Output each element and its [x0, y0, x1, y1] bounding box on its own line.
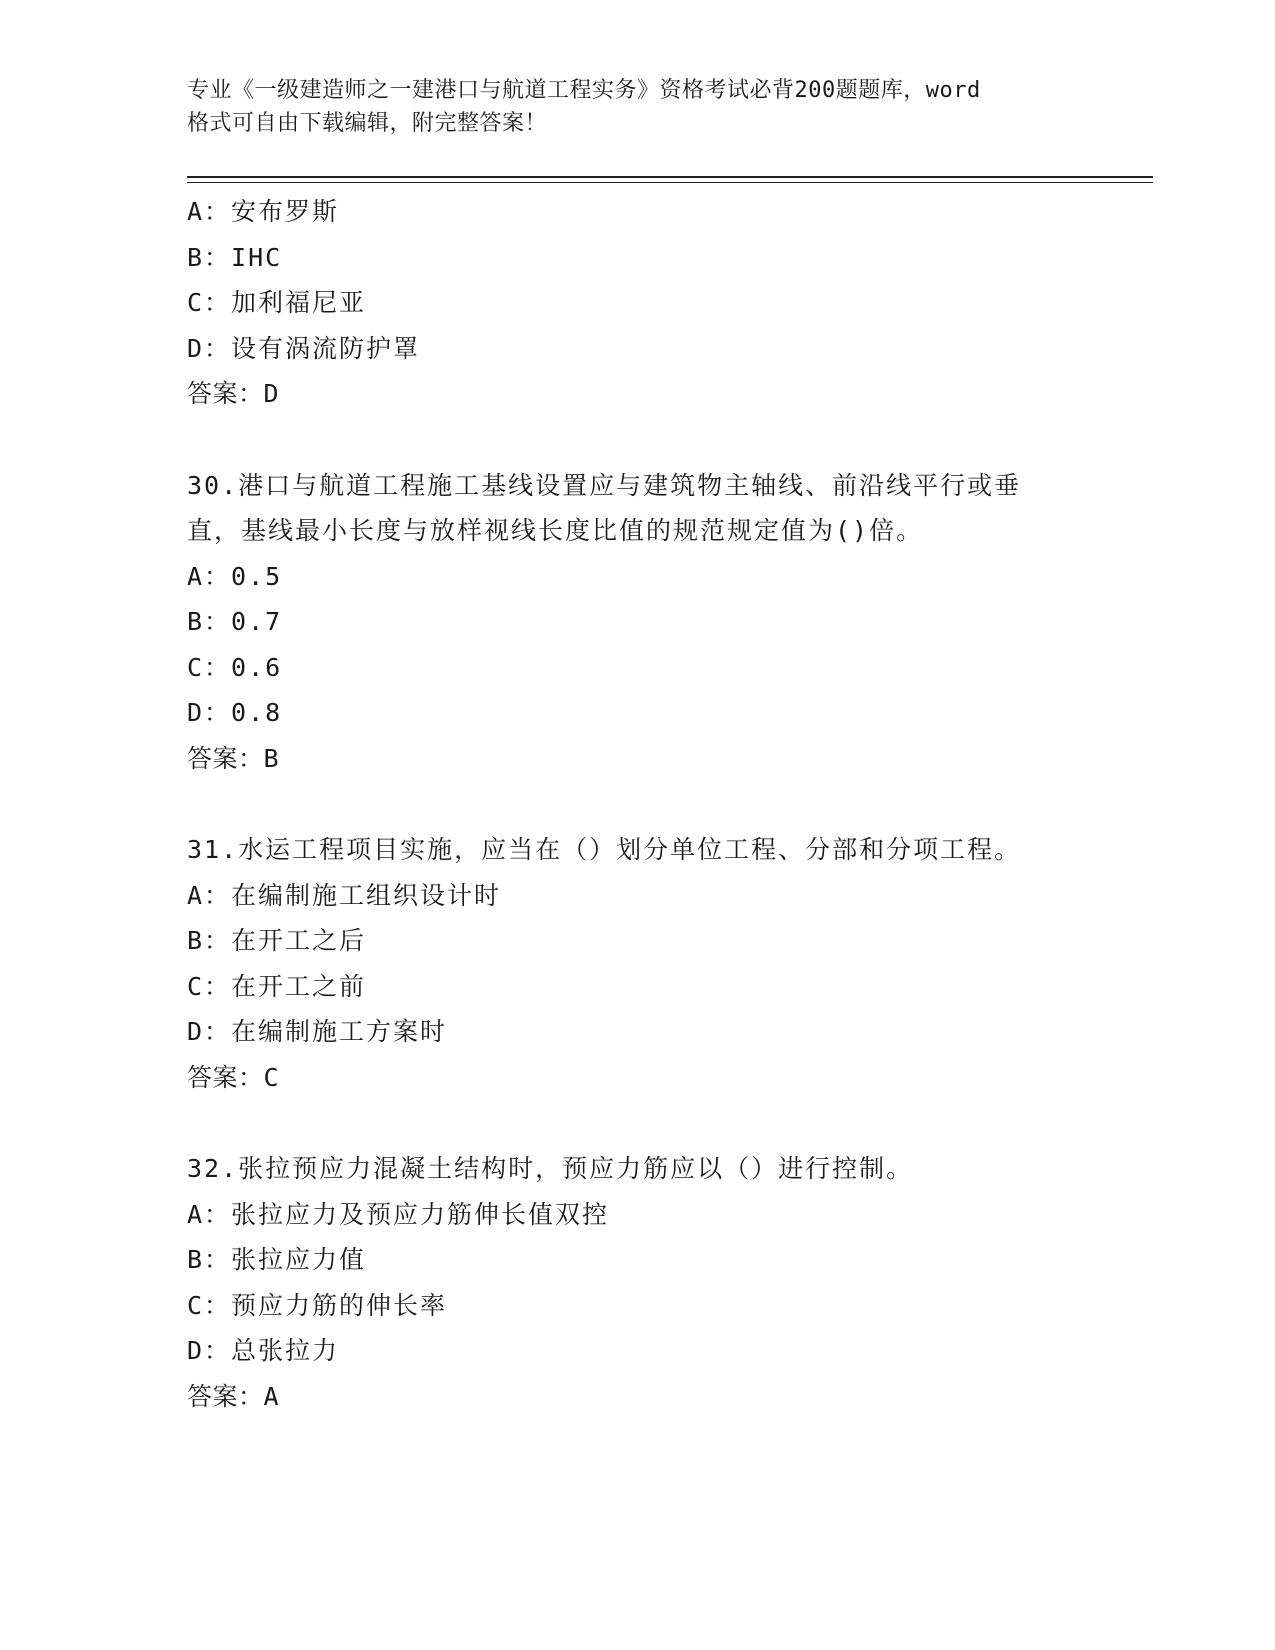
- option-b: B：0.7: [187, 607, 283, 636]
- option-b: B：IHC: [187, 242, 283, 272]
- document-header: [187, 74, 1087, 140]
- option-b: B：在开工之后: [187, 926, 367, 955]
- option-c: C：加利福尼亚: [187, 288, 367, 317]
- option-d: D：0.8: [187, 698, 283, 727]
- option-a: A：张拉应力及预应力筋伸长值双控: [187, 1199, 610, 1229]
- option-d: D：总张拉力: [187, 1336, 340, 1365]
- header-divider-thick: [187, 176, 1153, 178]
- question-32: [187, 1146, 1087, 1419]
- question-spacer: [187, 781, 1087, 827]
- question-spacer: [187, 1100, 1087, 1146]
- answer-label: 答案：D: [187, 379, 280, 408]
- option-a: A：0.5: [187, 561, 283, 591]
- option-d: D：设有涡流防护罩: [187, 333, 421, 363]
- question-list: [187, 189, 1087, 1419]
- question-31: [187, 827, 1087, 1100]
- header-line-2: 格式可自由下载编辑，附完整答案！: [187, 111, 548, 136]
- question-stem-line-1: 30.港口与航道工程施工基线设置应与建筑物主轴线、前沿线平行或垂: [187, 470, 1022, 500]
- option-c: C：预应力筋的伸长率: [187, 1290, 448, 1320]
- option-c: C：0.6: [187, 652, 283, 682]
- option-d: D：在编制施工方案时: [187, 1017, 448, 1046]
- question-stem: 31.水运工程项目实施，应当在（）划分单位工程、分部和分项工程。: [187, 835, 1022, 864]
- option-a: A：在编制施工组织设计时: [187, 880, 502, 910]
- option-b: B：张拉应力值: [187, 1245, 367, 1274]
- header-line-1: 专业《一级建造师之一建港口与航道工程实务》资格考试必背200题题库，word: [187, 78, 981, 103]
- answer-label: 答案：A: [187, 1381, 280, 1411]
- option-c: C：在开工之前: [187, 971, 367, 1001]
- question-30: [187, 463, 1087, 782]
- header-divider-thin: [187, 182, 1153, 183]
- question-spacer: [187, 417, 1087, 463]
- option-a: A：安布罗斯: [187, 197, 340, 226]
- question-stem-line-2: 直，基线最小长度与放样视线长度比值的规范规定值为()倍。: [187, 516, 924, 545]
- question-stem: 32.张拉预应力混凝土结构时，预应力筋应以（）进行控制。: [187, 1154, 914, 1183]
- question-29: [187, 189, 1087, 417]
- answer-label: 答案：C: [187, 1062, 280, 1092]
- answer-label: 答案：B: [187, 743, 280, 773]
